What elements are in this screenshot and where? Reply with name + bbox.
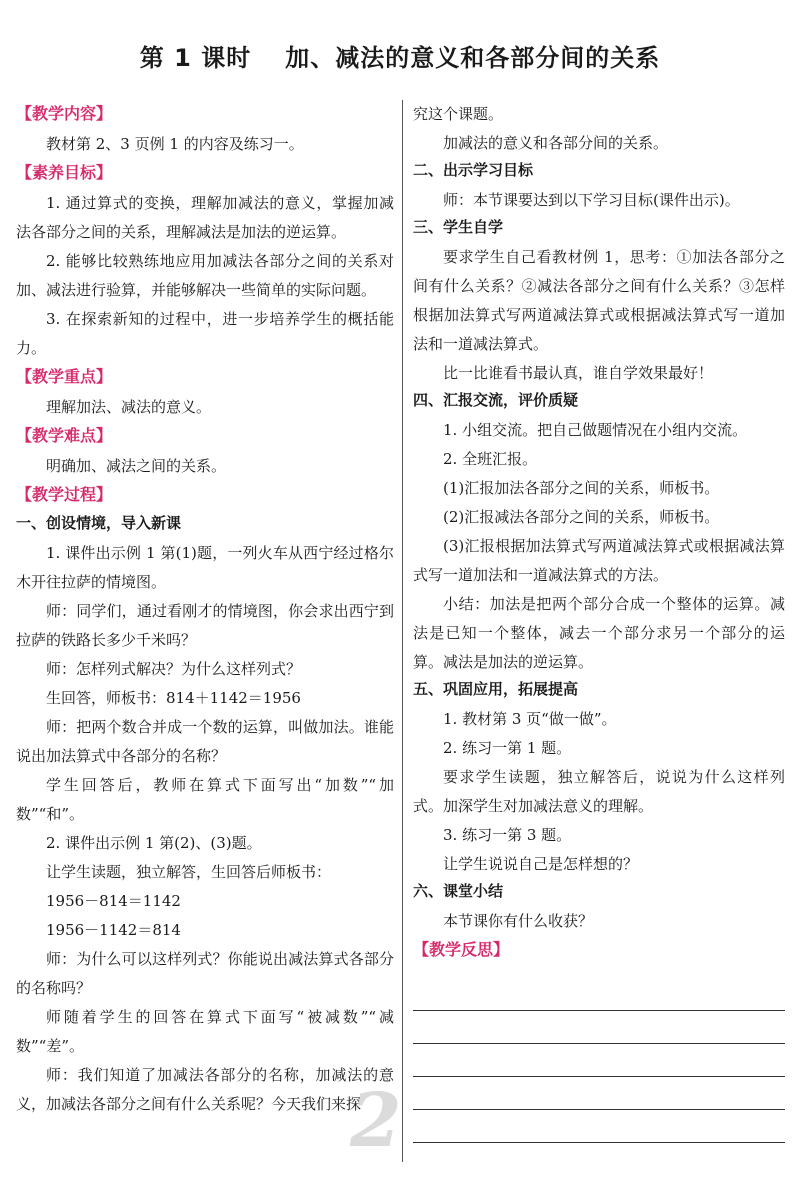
paragraph: 学生回答后，教师在算式下面写出“加数”“加数”“和”。 [16,776,394,823]
paragraph: 3. 在探索新知的过程中，进一步培养学生的概括能力。 [16,310,394,357]
paragraph: 要求学生读题，独立解答后，说说为什么这样列式。加深学生对加减法意义的理解。 [413,768,785,815]
subheading-4: 四、汇报交流，评价质疑 [413,391,579,409]
paragraph: 小结：加法是把两个部分合成一个整体的运算。减法是已知一个整体，减去一个部分求另一个部分的运算。减法是加法的逆运算。 [413,595,785,671]
subheading-6: 六、课堂小结 [413,882,504,900]
writing-line [413,1044,785,1077]
paragraph: 教材第 2、3 页例 1 的内容及练习一。 [46,135,304,153]
equation: 1956－1142＝814 [46,921,181,939]
reflection-lines [413,978,785,1143]
paragraph: 1. 通过算式的变换，理解加减法的意义，掌握加减法各部分之间的关系，理解减法是加法的逆运算。 [16,194,394,241]
section-goals: 【素养目标】 [16,163,113,182]
paragraph: 师：我们知道了加减法各部分的名称，加减法的意义，加减法各部分之间有什么关系呢？今天我们来探 [16,1066,394,1113]
subheading-5: 五、巩固应用，拓展提高 [413,680,579,698]
section-difficulties: 【教学难点】 [16,426,113,445]
paragraph: (1)汇报加法各部分之间的关系，师板书。 [443,479,720,497]
section-process: 【教学过程】 [16,485,113,504]
column-divider [402,100,403,1162]
writing-line [413,978,785,1011]
writing-line [413,1077,785,1110]
paragraph: 比一比谁看书最认真，谁自学效果最好！ [443,364,714,382]
paragraph: 1. 教材第 3 页“做一做”。 [443,710,617,728]
paragraph: 理解加法、减法的意义。 [46,398,212,416]
equation: 1956－814＝1142 [46,892,181,910]
paragraph: 明确加、减法之间的关系。 [46,457,227,475]
paragraph: (2)汇报减法各部分之间的关系，师板书。 [443,508,720,526]
writing-line [413,1011,785,1044]
paragraph: 师：把两个数合并成一个数的运算，叫做加法。谁能说出加法算式中各部分的名称？ [16,718,394,765]
subheading-1: 一、创设情境，导入新课 [16,514,182,532]
section-key-points: 【教学重点】 [16,367,113,386]
paragraph: 2. 练习一第 1 题。 [443,739,572,757]
paragraph: 让学生说说自己是怎样想的？ [443,855,639,873]
paragraph: 让学生读题，独立解答，生回答后师板书： [46,863,332,881]
paragraph: 3. 练习一第 3 题。 [443,826,572,844]
page-number: 2 [350,1078,402,1164]
section-teaching-content: 【教学内容】 [16,104,113,123]
paragraph: 师随着学生的回答在算式下面写“被减数”“减数”“差”。 [16,1008,394,1055]
paragraph: 要求学生自己看教材例 1，思考：①加法各部分之间有什么关系？②减法各部分之间有什么关系？③怎样根据加法算式写两道减法算式或根据减法算式写一道加法和一道减法算式。 [413,248,785,353]
page-title [0,38,800,73]
section-reflection: 【教学反思】 [413,940,510,959]
paragraph: 2. 能够比较熟练地应用加减法各部分之间的关系对加、减法进行验算，并能够解决一些简单的实际问题。 [16,252,394,299]
paragraph: 师：同学们，通过看刚才的情境图，你会求出西宁到拉萨的铁路长多少千米吗？ [16,602,394,649]
paragraph: 加减法的意义和各部分间的关系。 [443,134,669,152]
paragraph: 师：怎样列式解决？为什么这样列式？ [46,660,302,678]
paragraph: 2. 全班汇报。 [443,450,538,468]
lesson-topic: 加、减法的意义和各部分间的关系 [285,44,661,72]
paragraph: 师：本节课要达到以下学习目标(课件出示)。 [443,191,740,209]
paragraph: 生回答，师板书：814＋1142＝1956 [46,689,301,707]
lesson-number: 第 1 课时 [139,44,252,72]
paragraph: 究这个课题。 [413,105,504,123]
left-column [16,100,394,1119]
writing-line [413,1110,785,1143]
subheading-3: 三、学生自学 [413,218,504,236]
paragraph: 师：为什么可以这样列式？你能说出减法算式各部分的名称吗？ [16,950,394,997]
right-column [413,100,785,1143]
paragraph: 本节课你有什么收获？ [443,912,594,930]
paragraph: 1. 小组交流。把自己做题情况在小组内交流。 [443,421,748,439]
paragraph: 1. 课件出示例 1 第(1)题，一列火车从西宁经过格尔木开往拉萨的情境图。 [16,544,394,591]
paragraph: 2. 课件出示例 1 第(2)、(3)题。 [46,834,262,852]
subheading-2: 二、出示学习目标 [413,161,534,179]
paragraph: (3)汇报根据加法算式写两道减法算式或根据减法算式写一道加法和一道减法算式的方法。 [413,537,785,584]
